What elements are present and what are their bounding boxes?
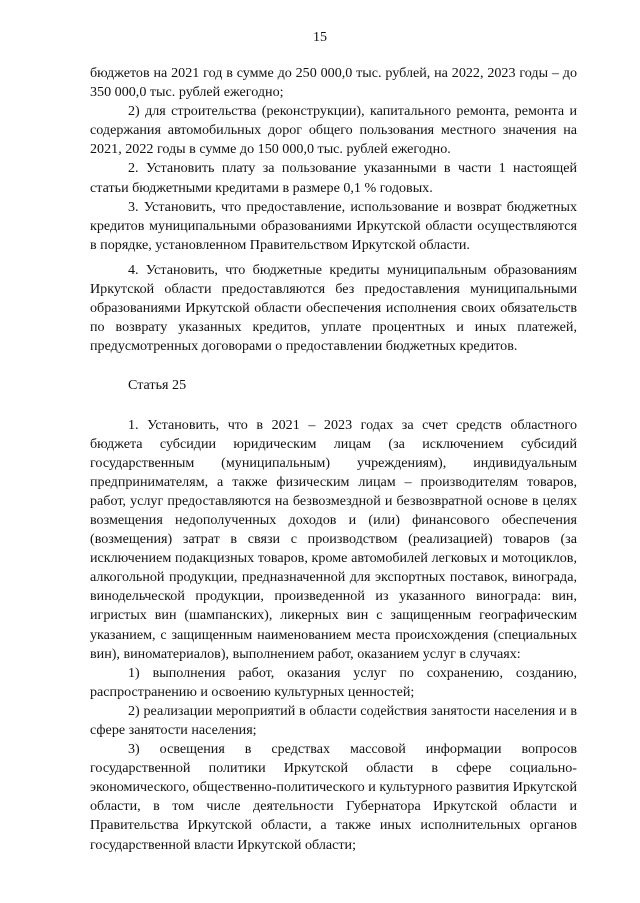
- page-number: 15: [313, 30, 327, 45]
- list-item: 1) выполнения работ, оказания услуг по сохранению, созданию, распространению и освоению культурных ценностей;: [90, 664, 577, 700]
- paragraph: 2) для строительства (реконструкции), капитального ремонта, ремонта и содержания автомобильных дорог общего пользования местного значения на 2021, 2022 годы в сумме до 150 000,0 тыс. рублей ежегодно.: [90, 103, 577, 158]
- paragraph: 4. Установить, что бюджетные кредиты муниципальным образованиям Иркутской области предоставляются без предоставления муниципальными образованиями Иркутской области обеспечения исполнения своих обязательств по возврату указанных кредитов, уплате процентных и иных платежей, предусмотренных договорами о предоставлении бюджетных кредитов.: [90, 261, 577, 355]
- article-heading: Статья 25: [128, 377, 187, 394]
- document-body: [90, 64, 577, 855]
- list-item: 2) реализации мероприятий в области содействия занятости населения и в сфере занятости населения;: [90, 702, 577, 738]
- paragraph: 3. Установить, что предоставление, использование и возврат бюджетных кредитов муниципальными образованиями Иркутской области осуществляются в порядке, установленном Правительством Иркутской области.: [90, 198, 577, 253]
- list-item: 3) освещения в средствах массовой информации вопросов государственной политики Иркутской области в сфере социально-экономического, общественно-политического и культурного развития Иркутской области, в том числе деятельности Губернатора Иркутской области и Правительства Иркутской области, а также иных исполнительных органов государственной власти Иркутской области;: [90, 741, 577, 853]
- paragraph: бюджетов на 2021 год в сумме до 250 000,0 тыс. рублей, на 2022, 2023 годы – до 350 000,0 тыс. рублей ежегодно;: [90, 65, 577, 101]
- paragraph: 2. Установить плату за пользование указанными в части 1 настоящей статьи бюджетными кредитами в размере 0,1 % годовых.: [90, 160, 577, 196]
- paragraph: 1. Установить, что в 2021 – 2023 годах за счет средств областного бюджета субсидии юридическим лицам (за исключением субсидий государственным (муниципальным) учреждениям), индивидуальным предпринимателям, а также физическим лицам – производителям товаров, работ, услуг предоставляются на безвозмездной и безвозвратной основе в целях возмещения недополученных доходов и (или) финансового обеспечения (возмещения) затрат в связи с производством (реализацией) товаров (за исключением подакцизных товаров, кроме автомобилей легковых и мотоциклов, алкогольной продукции, предназначенной для экспортных поставок, винограда, винодельческой продукции, произведенной из указанного винограда: вин, игристых вин (шампанских), ликерных вин с защищенным географическим указанием, с защищенным наименованием места происхождения (специальных вин), виноматериалов), выполнением работ, оказанием услуг в случаях:: [90, 416, 577, 662]
